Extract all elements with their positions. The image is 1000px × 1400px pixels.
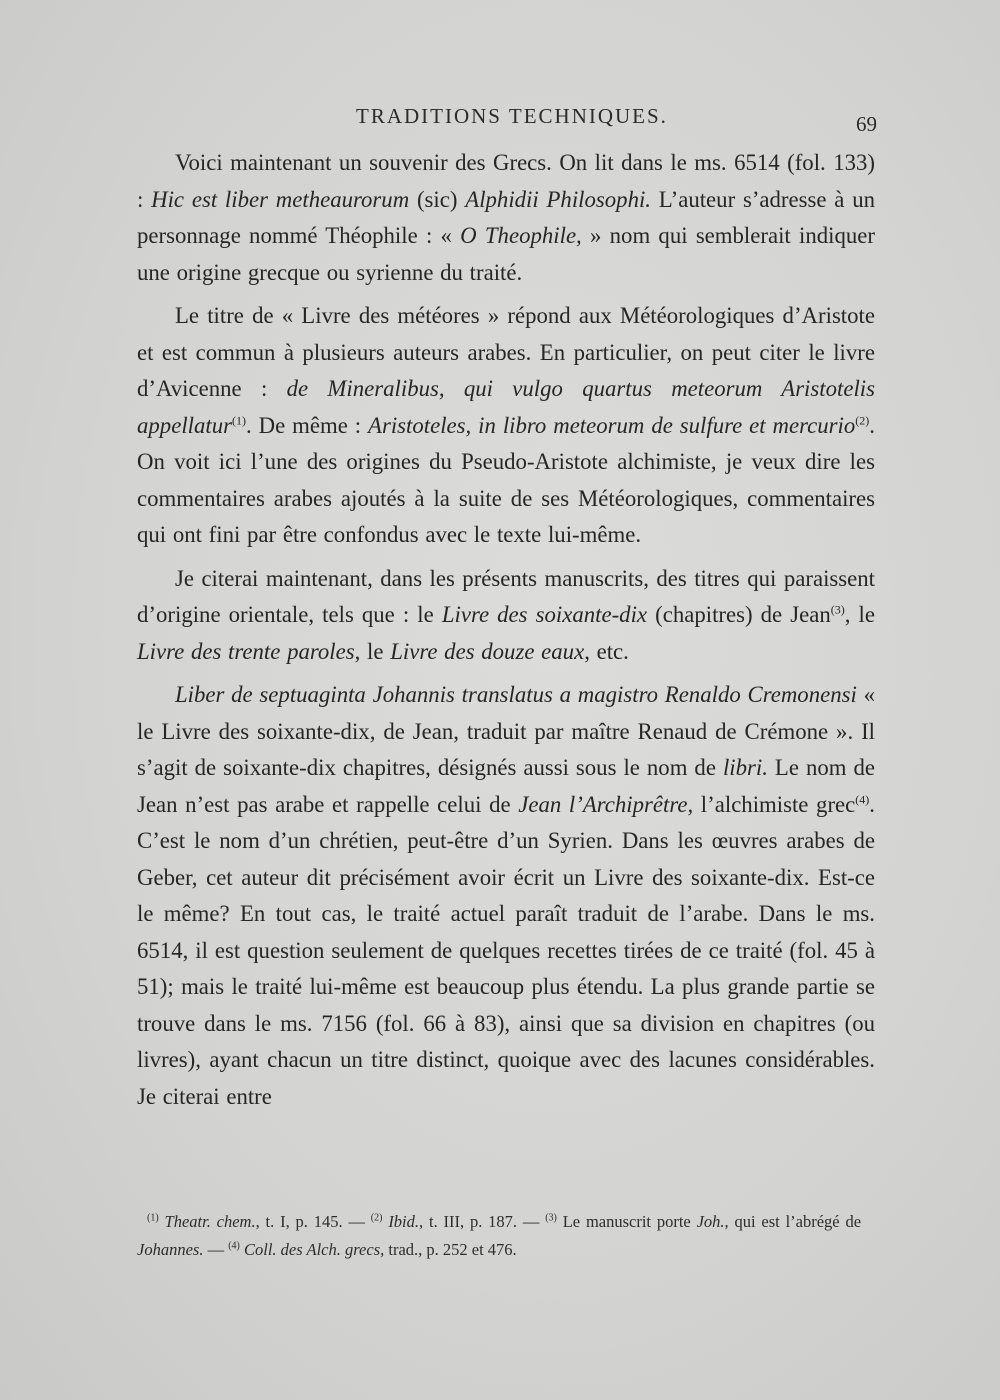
text-run: (chapitres) de Jean	[647, 602, 831, 627]
footnote-citation: Coll. des Alch. grecs	[244, 1240, 381, 1259]
text-run: . On voit ici l’une des origines du Pseudo-Aristote alchimiste, je veux dire les commentaires arabes ajoutés à la suite de ses Météorologiques, commentaires qui ont fini par être confondus avec le texte lui-même.	[137, 412, 875, 547]
footnote-ref-1[interactable]: (1)	[231, 412, 246, 427]
italic-title: de Mineralibus, qui vulgo quartus meteorum Aristotelis appellatur	[137, 376, 875, 438]
text-run: , etc.	[584, 638, 629, 664]
italic-title: Aristoteles, in libro meteorum de sulfure et mercurio	[368, 412, 856, 438]
italic-title: Livre des soixante-dix	[441, 602, 648, 627]
footnote-text: —	[203, 1240, 229, 1259]
footnote-ref-3[interactable]: (3)	[830, 602, 845, 617]
text-run: Voici maintenant un souvenir des Grecs. On lit dans le ms. 6514 (fol. 133) :	[137, 150, 875, 212]
text-run: l’alchimiste grec	[693, 791, 856, 817]
main-text	[137, 145, 875, 1122]
footnote-citation: Ibid.	[388, 1212, 420, 1231]
paragraph-4	[137, 677, 875, 1115]
footnote-text: , t. I, p. 145. —	[255, 1212, 371, 1231]
footnote-text: , qui est l’abrégé de	[724, 1212, 862, 1231]
footnote-marker-1: (1)	[147, 1212, 159, 1224]
italic-name: Jean l’Archiprêtre,	[518, 791, 694, 817]
italic-title: Livre des trente paroles	[137, 638, 355, 664]
paragraph-2	[137, 298, 875, 554]
page-number: 69	[856, 112, 877, 136]
footnote-text: , t. III, p. 187. —	[419, 1212, 546, 1231]
footnote-ref-2[interactable]: (2)	[855, 412, 870, 427]
italic-title: Alphidii Philosophi.	[465, 186, 651, 212]
footnote-marker-4: (4)	[228, 1240, 240, 1252]
footnote-marker-2: (2)	[370, 1212, 383, 1224]
text-run: « le Livre des soixante-dix, de Jean, traduit par maître Renaud de Crémone ». Il s’agit de soixante-dix chapitres, désignés aussi sous le nom de	[137, 682, 876, 780]
text-run: Je citerai maintenant, dans les présents manuscrits, des titres qui paraissent d’origine orientale, tels que : le	[137, 565, 875, 627]
italic-title: Livre des douze eaux	[390, 638, 585, 664]
text-run: L’auteur s’adresse à un personnage nommé Théophile : «	[137, 186, 875, 248]
footnote-block	[137, 1208, 861, 1264]
footnote-citation: Theatr. chem.	[164, 1212, 256, 1231]
text-run: Le titre de « Livre des météores » répond aux Météorologiques d’Aristote et est commun à plusieurs auteurs arabes. En particulier, on peut citer le livre d’Avicenne :	[137, 303, 875, 401]
italic-word: libri.	[722, 755, 768, 780]
footnotes	[137, 1208, 861, 1264]
footnote-abbreviation: Johannes.	[137, 1240, 204, 1259]
footnote-abbreviation: Joh.	[696, 1212, 725, 1231]
italic-title: Liber de septuaginta Johannis translatus a magistro Renaldo Cremonensi	[175, 682, 857, 707]
text-run: Le nom de Jean n’est pas arabe et rappelle celui de	[137, 755, 875, 817]
footnote-marker-3: (3)	[545, 1212, 557, 1224]
text-run: . De même :	[245, 412, 369, 438]
text-run: (sic)	[409, 186, 466, 212]
paragraph-3	[137, 561, 875, 671]
text-run: » nom qui semblerait indiquer une origine grecque ou syrienne du traité.	[137, 223, 875, 285]
text-run: , le	[844, 602, 875, 627]
running-head: TRADITIONS TECHNIQUES.	[356, 104, 668, 128]
footnote-ref-4[interactable]: (4)	[855, 791, 870, 806]
footnote-text: Le manuscrit porte	[556, 1212, 697, 1231]
italic-quote: O Theophile,	[460, 223, 582, 248]
footnote-text: , trad., p. 252 et 476.	[380, 1240, 517, 1259]
italic-title: Hic est liber metheaurorum	[151, 186, 410, 212]
text-run: . C’est le nom d’un chrétien, peut-être d’un Syrien. Dans les œuvres arabes de Geber, cet auteur dit précisément avoir écrit un Livre des soixante-dix. Est-ce le même? En tout cas, le traité actuel paraît traduit de l’arabe. Dans le ms. 6514, il est question seulement de quelques recettes tirées de ce traité (fol. 45 à 51); mais le traité lui-même est beaucoup plus étendu. La plus grande partie se trouve dans le ms. 7156 (fol. 66 à 83), ainsi que sa division en chapitres (ou livres), ayant chacun un titre distinct, quoique avec des lacunes considérables. Je citerai entre	[137, 791, 875, 1109]
text-run: , le	[354, 638, 391, 664]
paragraph-1	[137, 145, 875, 291]
